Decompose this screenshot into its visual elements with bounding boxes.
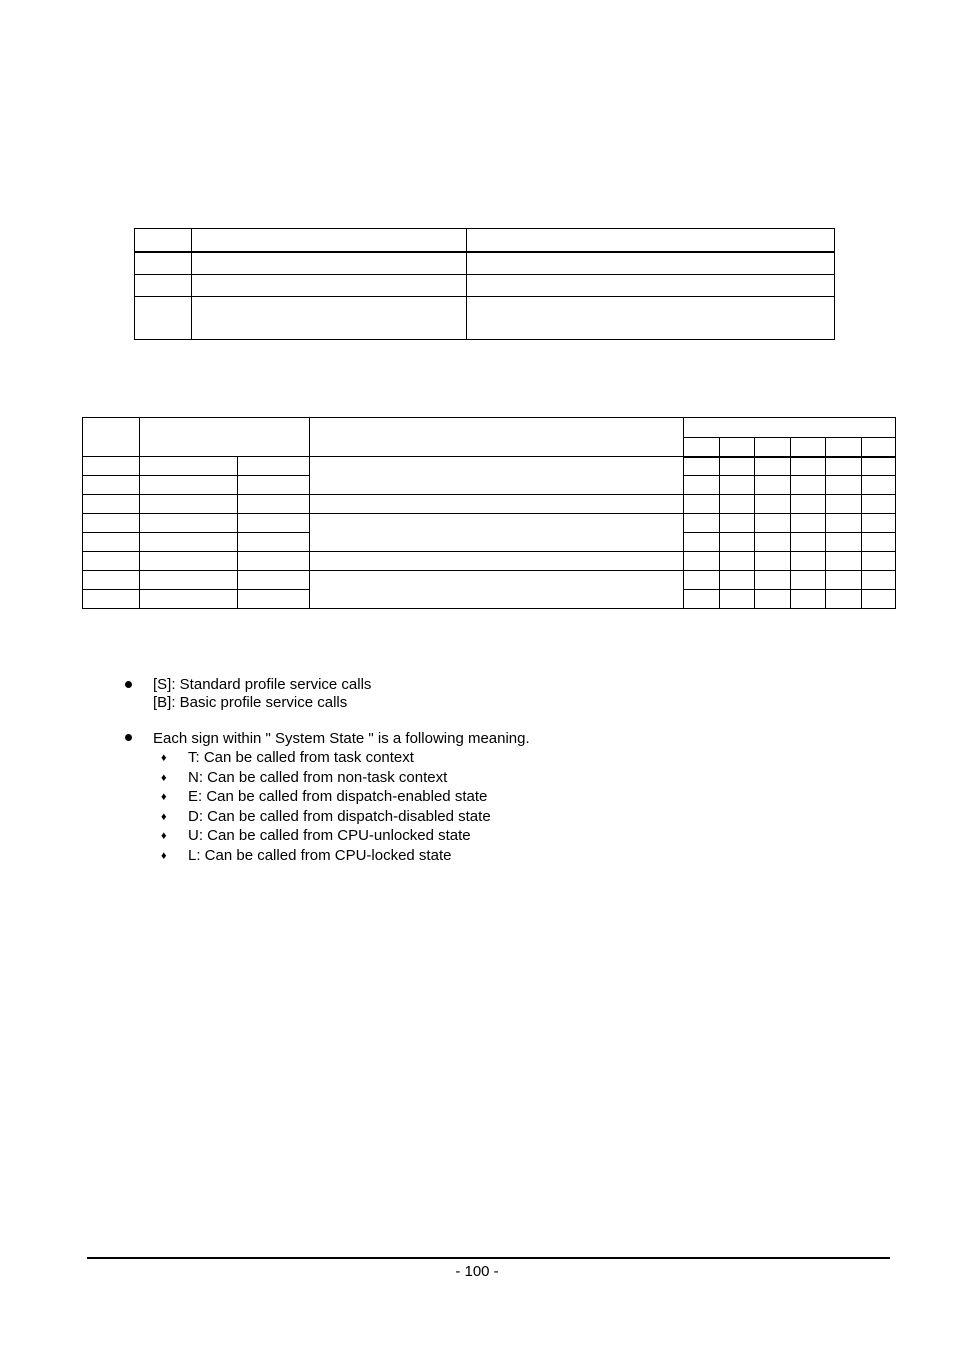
page-number: - 100 - [455,1263,499,1280]
table-row [83,571,896,590]
bullet-icon [125,734,132,741]
definition-table [134,228,835,340]
table-cell [135,297,192,340]
table-row [83,552,896,571]
table-cell [192,297,467,340]
table-header-cell [826,438,862,457]
diamond-bullet-icon: ♦ [161,830,167,842]
system-state-item: E: Can be called from dispatch-enabled state [188,788,488,805]
table-cell [192,229,467,252]
service-call-table [82,417,896,609]
table-header-cell [720,438,755,457]
table-cell [310,495,684,514]
table-cell [310,571,684,609]
table-header-cell [684,418,896,438]
table-row [135,275,835,297]
table-header-row [83,418,896,438]
system-state-item: T: Can be called from task context [188,749,414,766]
diamond-bullet-icon: ♦ [161,752,167,764]
table-header-cell [310,418,684,457]
diamond-bullet-icon: ♦ [161,772,167,784]
system-state-item: U: Can be called from CPU-unlocked state [188,827,471,844]
table-header-row [135,229,835,252]
table-header-cell [684,438,720,457]
table-cell [310,457,684,495]
table-row [83,457,896,476]
table-header-cell [755,438,791,457]
table-row [83,495,896,514]
table-cell [135,275,192,297]
table-header-cell [140,418,310,457]
note-system-state-intro: Each sign within " System State " is a following meaning. [153,730,530,747]
table-cell [135,229,192,252]
footer-rule [87,1257,890,1259]
table-cell [467,252,835,275]
diamond-bullet-icon: ♦ [161,811,167,823]
table-header-cell [791,438,826,457]
table-cell [135,252,192,275]
system-state-item: D: Can be called from dispatch-disabled state [188,808,491,825]
table-cell [192,252,467,275]
table-cell [192,275,467,297]
note-standard-profile: [S]: Standard profile service calls [153,676,372,693]
table-header-cell [83,418,140,457]
table-row [135,252,835,275]
system-state-item: L: Can be called from CPU-locked state [188,847,452,864]
system-state-item: N: Can be called from non-task context [188,769,448,786]
table-row [135,297,835,340]
table-cell [467,297,835,340]
bullet-icon [125,681,132,688]
table-cell [310,552,684,571]
table-cell [310,514,684,552]
diamond-bullet-icon: ♦ [161,791,167,803]
table-row [83,514,896,533]
table-header-cell [862,438,896,457]
table-cell [467,229,835,252]
table-cell [467,275,835,297]
note-basic-profile: [B]: Basic profile service calls [153,694,348,711]
diamond-bullet-icon: ♦ [161,850,167,862]
